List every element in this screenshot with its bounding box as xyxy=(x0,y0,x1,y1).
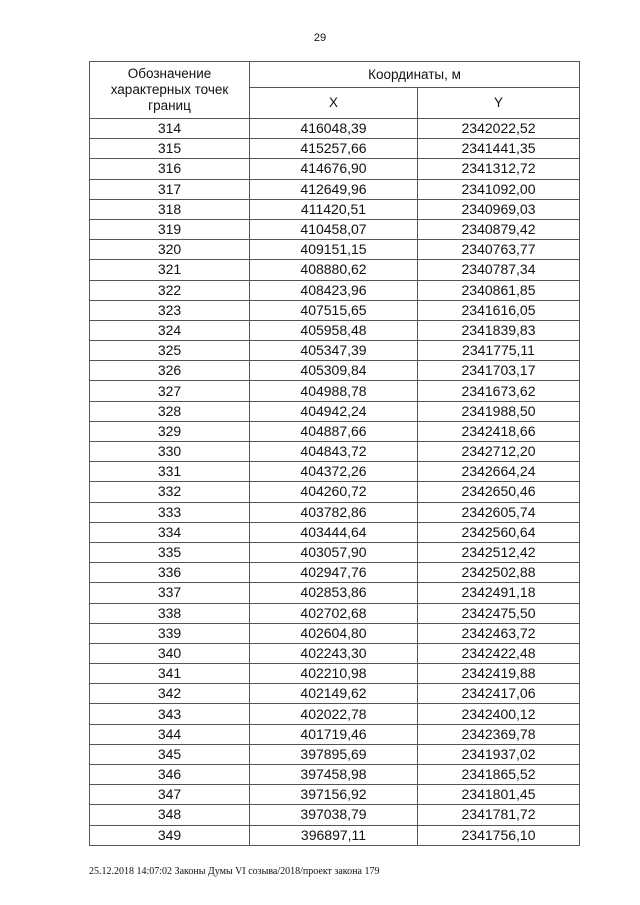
x-cell: 403444,64 xyxy=(250,522,418,542)
y-cell: 2342650,46 xyxy=(418,482,580,502)
point-cell: 322 xyxy=(90,280,250,300)
y-cell: 2342369,78 xyxy=(418,724,580,744)
table-row xyxy=(90,462,580,482)
x-cell: 397895,69 xyxy=(250,744,418,764)
table-row xyxy=(90,704,580,724)
point-cell: 349 xyxy=(90,825,250,845)
point-cell: 314 xyxy=(90,119,250,139)
point-cell: 333 xyxy=(90,502,250,522)
y-cell: 2341988,50 xyxy=(418,401,580,421)
y-cell: 2341756,10 xyxy=(418,825,580,845)
x-cell: 410458,07 xyxy=(250,219,418,239)
y-cell: 2341937,02 xyxy=(418,744,580,764)
y-cell: 2341703,17 xyxy=(418,361,580,381)
point-cell: 338 xyxy=(90,603,250,623)
table-row xyxy=(90,502,580,522)
x-cell: 404942,24 xyxy=(250,401,418,421)
coordinates-table xyxy=(89,61,580,846)
y-cell: 2341801,45 xyxy=(418,785,580,805)
y-cell: 2340969,03 xyxy=(418,199,580,219)
table-header xyxy=(90,62,580,119)
page-number: 29 xyxy=(313,32,327,44)
table-row xyxy=(90,300,580,320)
point-cell: 317 xyxy=(90,179,250,199)
x-cell: 402947,76 xyxy=(250,563,418,583)
x-cell: 404260,72 xyxy=(250,482,418,502)
table-row xyxy=(90,583,580,603)
point-cell: 318 xyxy=(90,199,250,219)
table-row xyxy=(90,522,580,542)
x-cell: 409151,15 xyxy=(250,240,418,260)
point-cell: 340 xyxy=(90,643,250,663)
x-cell: 397458,98 xyxy=(250,765,418,785)
x-cell: 403057,90 xyxy=(250,542,418,562)
x-cell: 412649,96 xyxy=(250,179,418,199)
x-cell: 407515,65 xyxy=(250,300,418,320)
table-row xyxy=(90,765,580,785)
table-row xyxy=(90,381,580,401)
point-cell: 345 xyxy=(90,744,250,764)
point-cell: 341 xyxy=(90,664,250,684)
table-row xyxy=(90,139,580,159)
x-cell: 404988,78 xyxy=(250,381,418,401)
y-cell: 2342502,88 xyxy=(418,563,580,583)
y-cell: 2342664,24 xyxy=(418,462,580,482)
table-row xyxy=(90,361,580,381)
y-cell: 2341839,83 xyxy=(418,320,580,340)
x-cell: 414676,90 xyxy=(250,159,418,179)
point-cell: 342 xyxy=(90,684,250,704)
x-cell: 402853,86 xyxy=(250,583,418,603)
point-cell: 323 xyxy=(90,300,250,320)
x-cell: 405958,48 xyxy=(250,320,418,340)
point-cell: 321 xyxy=(90,260,250,280)
x-cell: 404372,26 xyxy=(250,462,418,482)
y-cell: 2342463,72 xyxy=(418,623,580,643)
point-cell: 348 xyxy=(90,805,250,825)
table-row xyxy=(90,664,580,684)
y-cell: 2342022,52 xyxy=(418,119,580,139)
table-row xyxy=(90,320,580,340)
y-cell: 2342419,88 xyxy=(418,664,580,684)
y-cell: 2340879,42 xyxy=(418,219,580,239)
coordinates-header: Координаты, м xyxy=(250,62,580,88)
table-row xyxy=(90,240,580,260)
point-cell: 334 xyxy=(90,522,250,542)
table-row xyxy=(90,401,580,421)
footer-note: 25.12.2018 14:07:02 Законы Думы VI созыва/2018/проект закона 179 xyxy=(89,866,380,877)
x-cell: 402243,30 xyxy=(250,643,418,663)
x-cell: 408423,96 xyxy=(250,280,418,300)
point-cell: 331 xyxy=(90,462,250,482)
table-body xyxy=(90,119,580,846)
x-cell: 405309,84 xyxy=(250,361,418,381)
table-row xyxy=(90,744,580,764)
point-cell: 316 xyxy=(90,159,250,179)
y-cell: 2340763,77 xyxy=(418,240,580,260)
point-cell: 347 xyxy=(90,785,250,805)
table-row xyxy=(90,684,580,704)
point-cell: 332 xyxy=(90,482,250,502)
y-cell: 2342422,48 xyxy=(418,643,580,663)
table-row xyxy=(90,542,580,562)
x-header: X xyxy=(250,88,418,119)
table-row xyxy=(90,805,580,825)
x-cell: 402702,68 xyxy=(250,603,418,623)
x-cell: 402149,62 xyxy=(250,684,418,704)
x-cell: 402604,80 xyxy=(250,623,418,643)
table-row xyxy=(90,785,580,805)
x-cell: 403782,86 xyxy=(250,502,418,522)
x-cell: 404843,72 xyxy=(250,442,418,462)
x-cell: 397156,92 xyxy=(250,785,418,805)
x-cell: 404887,66 xyxy=(250,421,418,441)
table-row xyxy=(90,199,580,219)
point-cell: 336 xyxy=(90,563,250,583)
x-cell: 411420,51 xyxy=(250,199,418,219)
table-row xyxy=(90,159,580,179)
y-cell: 2341781,72 xyxy=(418,805,580,825)
table-row xyxy=(90,724,580,744)
y-cell: 2342512,42 xyxy=(418,542,580,562)
x-cell: 397038,79 xyxy=(250,805,418,825)
y-cell: 2342418,66 xyxy=(418,421,580,441)
point-cell: 343 xyxy=(90,704,250,724)
x-cell: 402210,98 xyxy=(250,664,418,684)
table-row xyxy=(90,280,580,300)
y-cell: 2340861,85 xyxy=(418,280,580,300)
point-cell: 328 xyxy=(90,401,250,421)
point-cell: 324 xyxy=(90,320,250,340)
point-cell: 344 xyxy=(90,724,250,744)
point-cell: 325 xyxy=(90,341,250,361)
designation-header: Обозначение характерных точек границ xyxy=(90,62,250,119)
table-row xyxy=(90,442,580,462)
y-cell: 2342712,20 xyxy=(418,442,580,462)
table-row xyxy=(90,219,580,239)
y-cell: 2342400,12 xyxy=(418,704,580,724)
x-cell: 396897,11 xyxy=(250,825,418,845)
point-cell: 327 xyxy=(90,381,250,401)
table-row xyxy=(90,260,580,280)
y-cell: 2341312,72 xyxy=(418,159,580,179)
y-cell: 2341092,00 xyxy=(418,179,580,199)
y-cell: 2341673,62 xyxy=(418,381,580,401)
y-cell: 2341865,52 xyxy=(418,765,580,785)
y-header: Y xyxy=(418,88,580,119)
y-cell: 2341441,35 xyxy=(418,139,580,159)
y-cell: 2342560,64 xyxy=(418,522,580,542)
table-row xyxy=(90,341,580,361)
point-cell: 320 xyxy=(90,240,250,260)
y-cell: 2342491,18 xyxy=(418,583,580,603)
point-cell: 330 xyxy=(90,442,250,462)
x-cell: 416048,39 xyxy=(250,119,418,139)
y-cell: 2340787,34 xyxy=(418,260,580,280)
point-cell: 339 xyxy=(90,623,250,643)
point-cell: 315 xyxy=(90,139,250,159)
x-cell: 401719,46 xyxy=(250,724,418,744)
table-row xyxy=(90,563,580,583)
x-cell: 415257,66 xyxy=(250,139,418,159)
y-cell: 2342475,50 xyxy=(418,603,580,623)
table-row xyxy=(90,825,580,845)
table-row xyxy=(90,643,580,663)
y-cell: 2341616,05 xyxy=(418,300,580,320)
x-cell: 408880,62 xyxy=(250,260,418,280)
y-cell: 2342417,06 xyxy=(418,684,580,704)
x-cell: 405347,39 xyxy=(250,341,418,361)
point-cell: 346 xyxy=(90,765,250,785)
table-row xyxy=(90,482,580,502)
point-cell: 337 xyxy=(90,583,250,603)
table-row xyxy=(90,623,580,643)
x-cell: 402022,78 xyxy=(250,704,418,724)
y-cell: 2341775,11 xyxy=(418,341,580,361)
table-row xyxy=(90,603,580,623)
table-row xyxy=(90,119,580,139)
point-cell: 329 xyxy=(90,421,250,441)
y-cell: 2342605,74 xyxy=(418,502,580,522)
point-cell: 335 xyxy=(90,542,250,562)
point-cell: 319 xyxy=(90,219,250,239)
table-row xyxy=(90,179,580,199)
point-cell: 326 xyxy=(90,361,250,381)
table-row xyxy=(90,421,580,441)
